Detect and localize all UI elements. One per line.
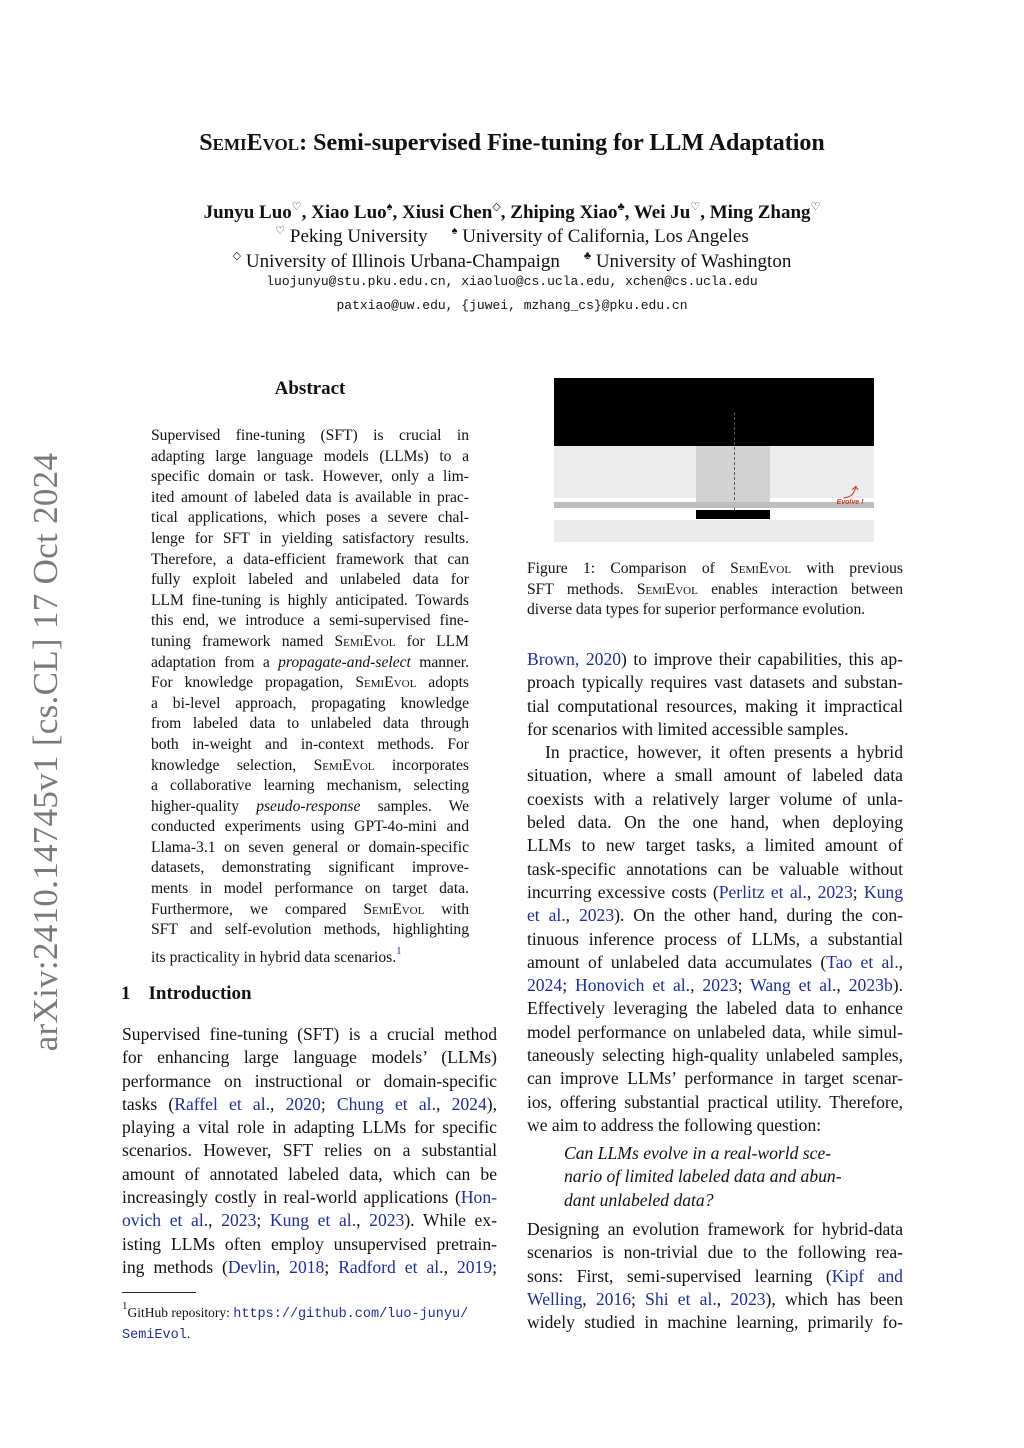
citation-link[interactable]: 2023b (848, 975, 893, 996)
text-run: , (208, 1210, 222, 1231)
body-line: Supervised fine-tuning (SFT) is a crucial method (122, 1024, 497, 1044)
abstract-line: ited amount of labeled data is available in prac- (151, 488, 469, 506)
evolve-text: Evolve ! (836, 499, 864, 506)
footnote-mark: 1 (122, 1300, 128, 1312)
body-line: performance on instructional or domain-specific (122, 1070, 497, 1091)
text-run: ), which has been (765, 1288, 904, 1309)
body-line: for scenarios with limited accessible samples. (527, 718, 849, 739)
citation-link[interactable]: Chung et al. (336, 1093, 436, 1114)
citation-link[interactable]: et al. (527, 905, 566, 926)
citation-link[interactable]: 2019 (456, 1256, 493, 1277)
abstract-line: specific domain or task. However, only a lim- (151, 468, 469, 486)
abstract-line: Supervised fine-tuning (SFT) is crucial in (151, 427, 469, 444)
question-line: dant unlabeled data? (564, 1189, 714, 1210)
arxiv-id: arXiv:2410.14745v1 [cs.CL] 17 Oct 2024 (26, 452, 65, 1052)
spade-symbol-icon: ♠ (386, 201, 393, 213)
text-run: ; (737, 975, 751, 996)
paper-title (0, 130, 1024, 157)
text-run: , (898, 951, 903, 972)
body-line (527, 648, 903, 671)
text-run: with (424, 900, 470, 918)
text-run: its practicality in hybrid data scenarios. (151, 948, 397, 966)
text-run: ; (256, 1210, 270, 1231)
citation-link[interactable]: Wang et al. (750, 975, 837, 996)
text-run: For knowledge propagation, (151, 674, 356, 692)
method-name: SemiEvol (636, 580, 698, 598)
emphasis: propagate-and-select (278, 653, 411, 671)
citation-link[interactable]: Perlitz et al. (718, 881, 807, 902)
body-line: scenarios. However, SFT relies on a substantial (122, 1140, 497, 1161)
text-run: ; (320, 1093, 337, 1114)
affiliation: University of California, Los Angeles (457, 226, 749, 247)
intro-right-column-continued (527, 1218, 903, 1334)
text-run: , (275, 1256, 290, 1277)
citation-link[interactable]: Hon- (460, 1187, 497, 1208)
text-run: enables interaction between (697, 580, 903, 598)
text-run: Furthermore, we compared (151, 900, 364, 918)
text-run: tasks ( (122, 1093, 175, 1114)
affiliation-line-2 (0, 244, 1024, 274)
figure-dashed-line (734, 412, 735, 510)
text-run: ; (562, 975, 576, 996)
citation-link[interactable]: Kung (863, 881, 904, 902)
abstract-body (151, 426, 470, 966)
abstract-line: from labeled data to unlabeled data through (151, 715, 469, 733)
abstract-line (151, 797, 469, 818)
section-number: 1 (121, 983, 131, 1004)
body-line: LLMs to new target tasks, a limited amount of (527, 835, 903, 856)
question-line: Can LLMs evolve in a real-world sce- (564, 1143, 832, 1163)
body-line: can improve LLMs’ performance in target scenar- (527, 1068, 903, 1089)
text-run: , (356, 1210, 370, 1231)
abstract-line: tical applications, which poses a severe chal- (151, 509, 469, 527)
citation-link[interactable]: Brown (527, 649, 575, 669)
intro-left-column (122, 1023, 497, 1279)
author: , Ming Zhang (700, 202, 811, 223)
citation-link[interactable]: 2023 (221, 1210, 257, 1231)
text-run: increasingly costly in real-world applications ( (122, 1187, 461, 1208)
method-name: SemiEvol (355, 674, 417, 692)
text-run: ; (852, 881, 864, 902)
spade-symbol-icon: ♠ (451, 225, 458, 237)
github-link[interactable]: https://github.com/luo-junyu/ (233, 1307, 469, 1322)
method-name: SemiEvol (334, 632, 396, 650)
body-line: tinuous inference process of LLMs, a substantial (527, 928, 903, 949)
text-run: ). While ex- (404, 1210, 497, 1231)
text-run: for LLM (395, 632, 469, 650)
email-line-2: patxiao@uw.edu, {juwei, mzhang_cs}@pku.edu.cn (336, 298, 688, 313)
body-line (527, 951, 903, 974)
body-line (527, 881, 903, 904)
title-rest: : Semi-supervised Fine-tuning for LLM Adaptation (299, 130, 825, 156)
figure-caption (527, 559, 903, 621)
text-run: , (270, 1093, 286, 1114)
citation-link[interactable]: 2023 (369, 1210, 405, 1231)
body-line: scenarios is non-trivial due to the following rea- (527, 1242, 903, 1263)
abstract-line: this end, we introduce a semi-supervised fine- (151, 612, 469, 630)
emphasis: pseudo-response (256, 797, 361, 815)
text-run: ; (631, 1288, 646, 1309)
abstract-line: both in-weight and in-context methods. For (151, 735, 469, 753)
body-line: proach typically requires vast datasets and substan- (527, 672, 903, 693)
author: , Xiusi Chen (392, 202, 493, 223)
affiliation: University of Illinois Urbana-Champaign (241, 251, 560, 272)
author: , Wei Ju (624, 202, 691, 223)
abstract-line (151, 941, 469, 966)
text-run: manner. (410, 653, 469, 671)
abstract-line (151, 673, 469, 694)
text-run: incurring excessive costs ( (527, 881, 719, 902)
citation-link[interactable]: Radford et al. (338, 1256, 444, 1277)
heart-symbol-icon: ♡ (810, 201, 821, 213)
abstract-line: a bi-level approach, propagating knowledge (151, 694, 469, 712)
text-run: ; (324, 1256, 339, 1277)
text-run: ing methods ( (122, 1256, 228, 1277)
section-title: Introduction (148, 983, 252, 1004)
citation-link[interactable]: 2023 (578, 905, 615, 926)
author: , Xiao Luo (301, 202, 387, 223)
text-run: , (836, 975, 849, 996)
citation-link[interactable]: Honovich et al. (575, 975, 691, 996)
body-line (527, 904, 903, 927)
abstract-heading: Abstract (274, 378, 346, 399)
diamond-symbol-icon: ◇ (232, 250, 242, 262)
body-line (122, 1186, 497, 1209)
citation-link[interactable]: 2020 (585, 649, 622, 669)
abstract-line (151, 632, 469, 653)
affiliation: University of Washington (591, 251, 792, 272)
text-run: samples. We (360, 797, 469, 815)
figure-strip (554, 502, 874, 508)
citation-link[interactable]: 2023 (702, 975, 738, 996)
abstract-line (151, 756, 469, 777)
abstract-line: LLM fine-tuning is highly anticipated. Towards (151, 591, 469, 609)
text-run: adopts (416, 674, 469, 692)
citation-link[interactable]: Raffel et al. (174, 1093, 271, 1114)
text-run: ), (486, 1093, 498, 1114)
question-line: nario of limited labeled data and abun- (564, 1166, 842, 1187)
club-symbol-icon: ♣ (617, 201, 625, 213)
body-line: situation, where a small amount of labeled data (527, 765, 903, 786)
body-line (122, 1209, 497, 1232)
citation-link[interactable]: Tao et al. (826, 951, 899, 972)
heart-symbol-icon: ♡ (291, 201, 302, 213)
caption-line (527, 580, 903, 601)
heart-symbol-icon: ♡ (275, 225, 286, 237)
body-line: coexists with a relatively larger volume of unla- (527, 788, 903, 809)
footnote-divider (122, 1292, 196, 1293)
section-heading (121, 983, 252, 1005)
abstract-line: Llama-3.1 on seven general or domain-specific (151, 838, 469, 856)
text-run: amount of unlabeled data accumulates ( (527, 951, 827, 972)
abstract-line: fully exploit labeled and unlabeled data for (151, 571, 469, 589)
citation-link[interactable]: 2023 (817, 881, 853, 902)
text-run: ). (892, 975, 903, 996)
affiliation: Peking University (285, 226, 428, 247)
body-line (527, 741, 903, 764)
text-run: , (716, 1288, 731, 1309)
figure-1-image (554, 378, 874, 542)
body-line: widely studied in machine learning, primarily fo- (527, 1312, 903, 1333)
text-run: , (582, 1288, 596, 1309)
body-line: tial computational resources, making it impractical (527, 695, 903, 716)
body-line: ios, offering substantial practical utility. Therefore, (527, 1091, 903, 1112)
caption-line: diverse data types for superior performance evolution. (527, 601, 866, 619)
text-run: with previous (791, 560, 903, 577)
text-run: ) to improve their capabilities, this ap- (621, 649, 904, 669)
abstract-line: conducted experiments using GPT-4o-mini and (151, 818, 469, 836)
method-name: SemiEvol (313, 756, 375, 774)
text-run: sons: First, semi-supervised learning ( (527, 1265, 832, 1286)
citation-link[interactable]: 2023 (730, 1288, 766, 1309)
text-run: In practice, however, it often presents a hybrid (545, 742, 903, 763)
method-name: SemiEvol (363, 900, 425, 918)
text-run: Figure 1: Comparison of (527, 560, 731, 577)
abstract-line: datasets, demonstrating significant improve- (151, 859, 469, 877)
body-line: we aim to address the following question: (527, 1114, 822, 1135)
text-run: ; (492, 1256, 497, 1277)
heart-symbol-icon: ♡ (690, 201, 701, 213)
text-run: knowledge selection, (151, 756, 314, 774)
footnote-text: GitHub repository: (127, 1305, 234, 1320)
abstract-line: ments in model performance on target data. (151, 880, 469, 898)
citation-link[interactable]: Welling (527, 1288, 583, 1309)
figure-panel-low (554, 520, 874, 542)
body-line: isting LLMs often employ unsupervised pretrain- (122, 1233, 497, 1254)
abstract-line: SFT and self-evolution methods, highlighting (151, 921, 469, 939)
text-run: , (690, 975, 703, 996)
body-line (527, 1265, 903, 1288)
citation-link[interactable]: ovich et al. (122, 1210, 209, 1231)
citation-link[interactable]: Kung et al. (269, 1210, 357, 1231)
abstract-line: lenge for SFT in yielding satisfactory results. (151, 529, 469, 547)
body-line: Designing an evolution framework for hybrid-data (527, 1219, 903, 1239)
github-link[interactable]: SemiEvol (122, 1328, 187, 1343)
footnote-text: . (186, 1326, 191, 1341)
body-line: task-specific annotations can be valuable without (527, 858, 903, 879)
body-line (527, 1288, 903, 1311)
figure-dark-bar (696, 510, 770, 519)
citation-link[interactable]: Shi et al. (645, 1288, 717, 1309)
diamond-symbol-icon: ◇ (492, 201, 501, 213)
body-line: taneously selecting high-quality unlabeled samples, (527, 1045, 903, 1066)
abstract-line: adapting large language models (LLMs) to a (151, 447, 469, 465)
body-line: model performance on unlabeled data, while simul- (527, 1021, 903, 1042)
text-run: higher-quality (151, 797, 257, 815)
text-run: incorporates (374, 756, 470, 774)
body-line: for enhancing large language models’ (LLMs) (122, 1047, 497, 1068)
body-line: playing a vital role in adapting LLMs for specific (122, 1117, 497, 1138)
text-run: , (443, 1256, 457, 1277)
figure-panel-top (554, 378, 874, 446)
text-run: tuning framework named (151, 632, 335, 650)
citation-link[interactable]: 2020 (285, 1093, 321, 1114)
abstract-line (151, 900, 469, 921)
club-symbol-icon: ♣ (583, 250, 592, 262)
author: , Zhiping Xiao (500, 202, 618, 223)
curved-arrow-icon: ⤴ (843, 485, 857, 500)
body-line (122, 1093, 497, 1116)
citation-link[interactable]: Devlin (227, 1256, 276, 1277)
body-line: amount of annotated labeled data, which can be (122, 1163, 497, 1184)
abstract-line: Therefore, a data-efficient framework that can (151, 550, 469, 568)
abstract-line (151, 653, 469, 674)
citation-link[interactable]: 2024 (527, 975, 563, 996)
text-run: , (806, 881, 818, 902)
intro-right-column (527, 648, 903, 1137)
research-question (564, 1142, 874, 1212)
figure-highlight-band (696, 446, 770, 508)
text-run: ). On the other hand, during the con- (614, 905, 903, 926)
body-line (527, 974, 903, 997)
caption-line (527, 559, 903, 580)
citation-link[interactable]: 2016 (595, 1288, 632, 1309)
author: Junyu Luo (203, 202, 292, 223)
text-run: adaptation from a (151, 653, 279, 671)
abstract-line: a collaborative learning mechanism, selecting (151, 777, 469, 795)
text-run: , (435, 1093, 452, 1114)
title-name: SemiEvol (199, 130, 300, 156)
body-line: Effectively leveraging the labeled data to enhance (527, 998, 903, 1019)
citation-link[interactable]: , (574, 649, 586, 669)
body-line (122, 1256, 497, 1279)
method-name: SemiEvol (730, 560, 792, 577)
figure-evolve-label (830, 486, 870, 506)
text-run: SFT methods. (527, 580, 637, 598)
footnote (122, 1297, 502, 1345)
citation-link[interactable]: 2024 (451, 1093, 487, 1114)
footnote-link[interactable]: 1 (396, 944, 402, 957)
citation-link[interactable]: Kipf and (831, 1265, 903, 1286)
body-line: beled data. On the one hand, when deploying (527, 812, 903, 833)
email-line-1: luojunyu@stu.pku.edu.cn, xiaoluo@cs.ucla.edu, xchen@cs.ucla.edu (266, 274, 758, 289)
citation-link[interactable]: 2018 (289, 1256, 325, 1277)
text-run: , (565, 905, 579, 926)
